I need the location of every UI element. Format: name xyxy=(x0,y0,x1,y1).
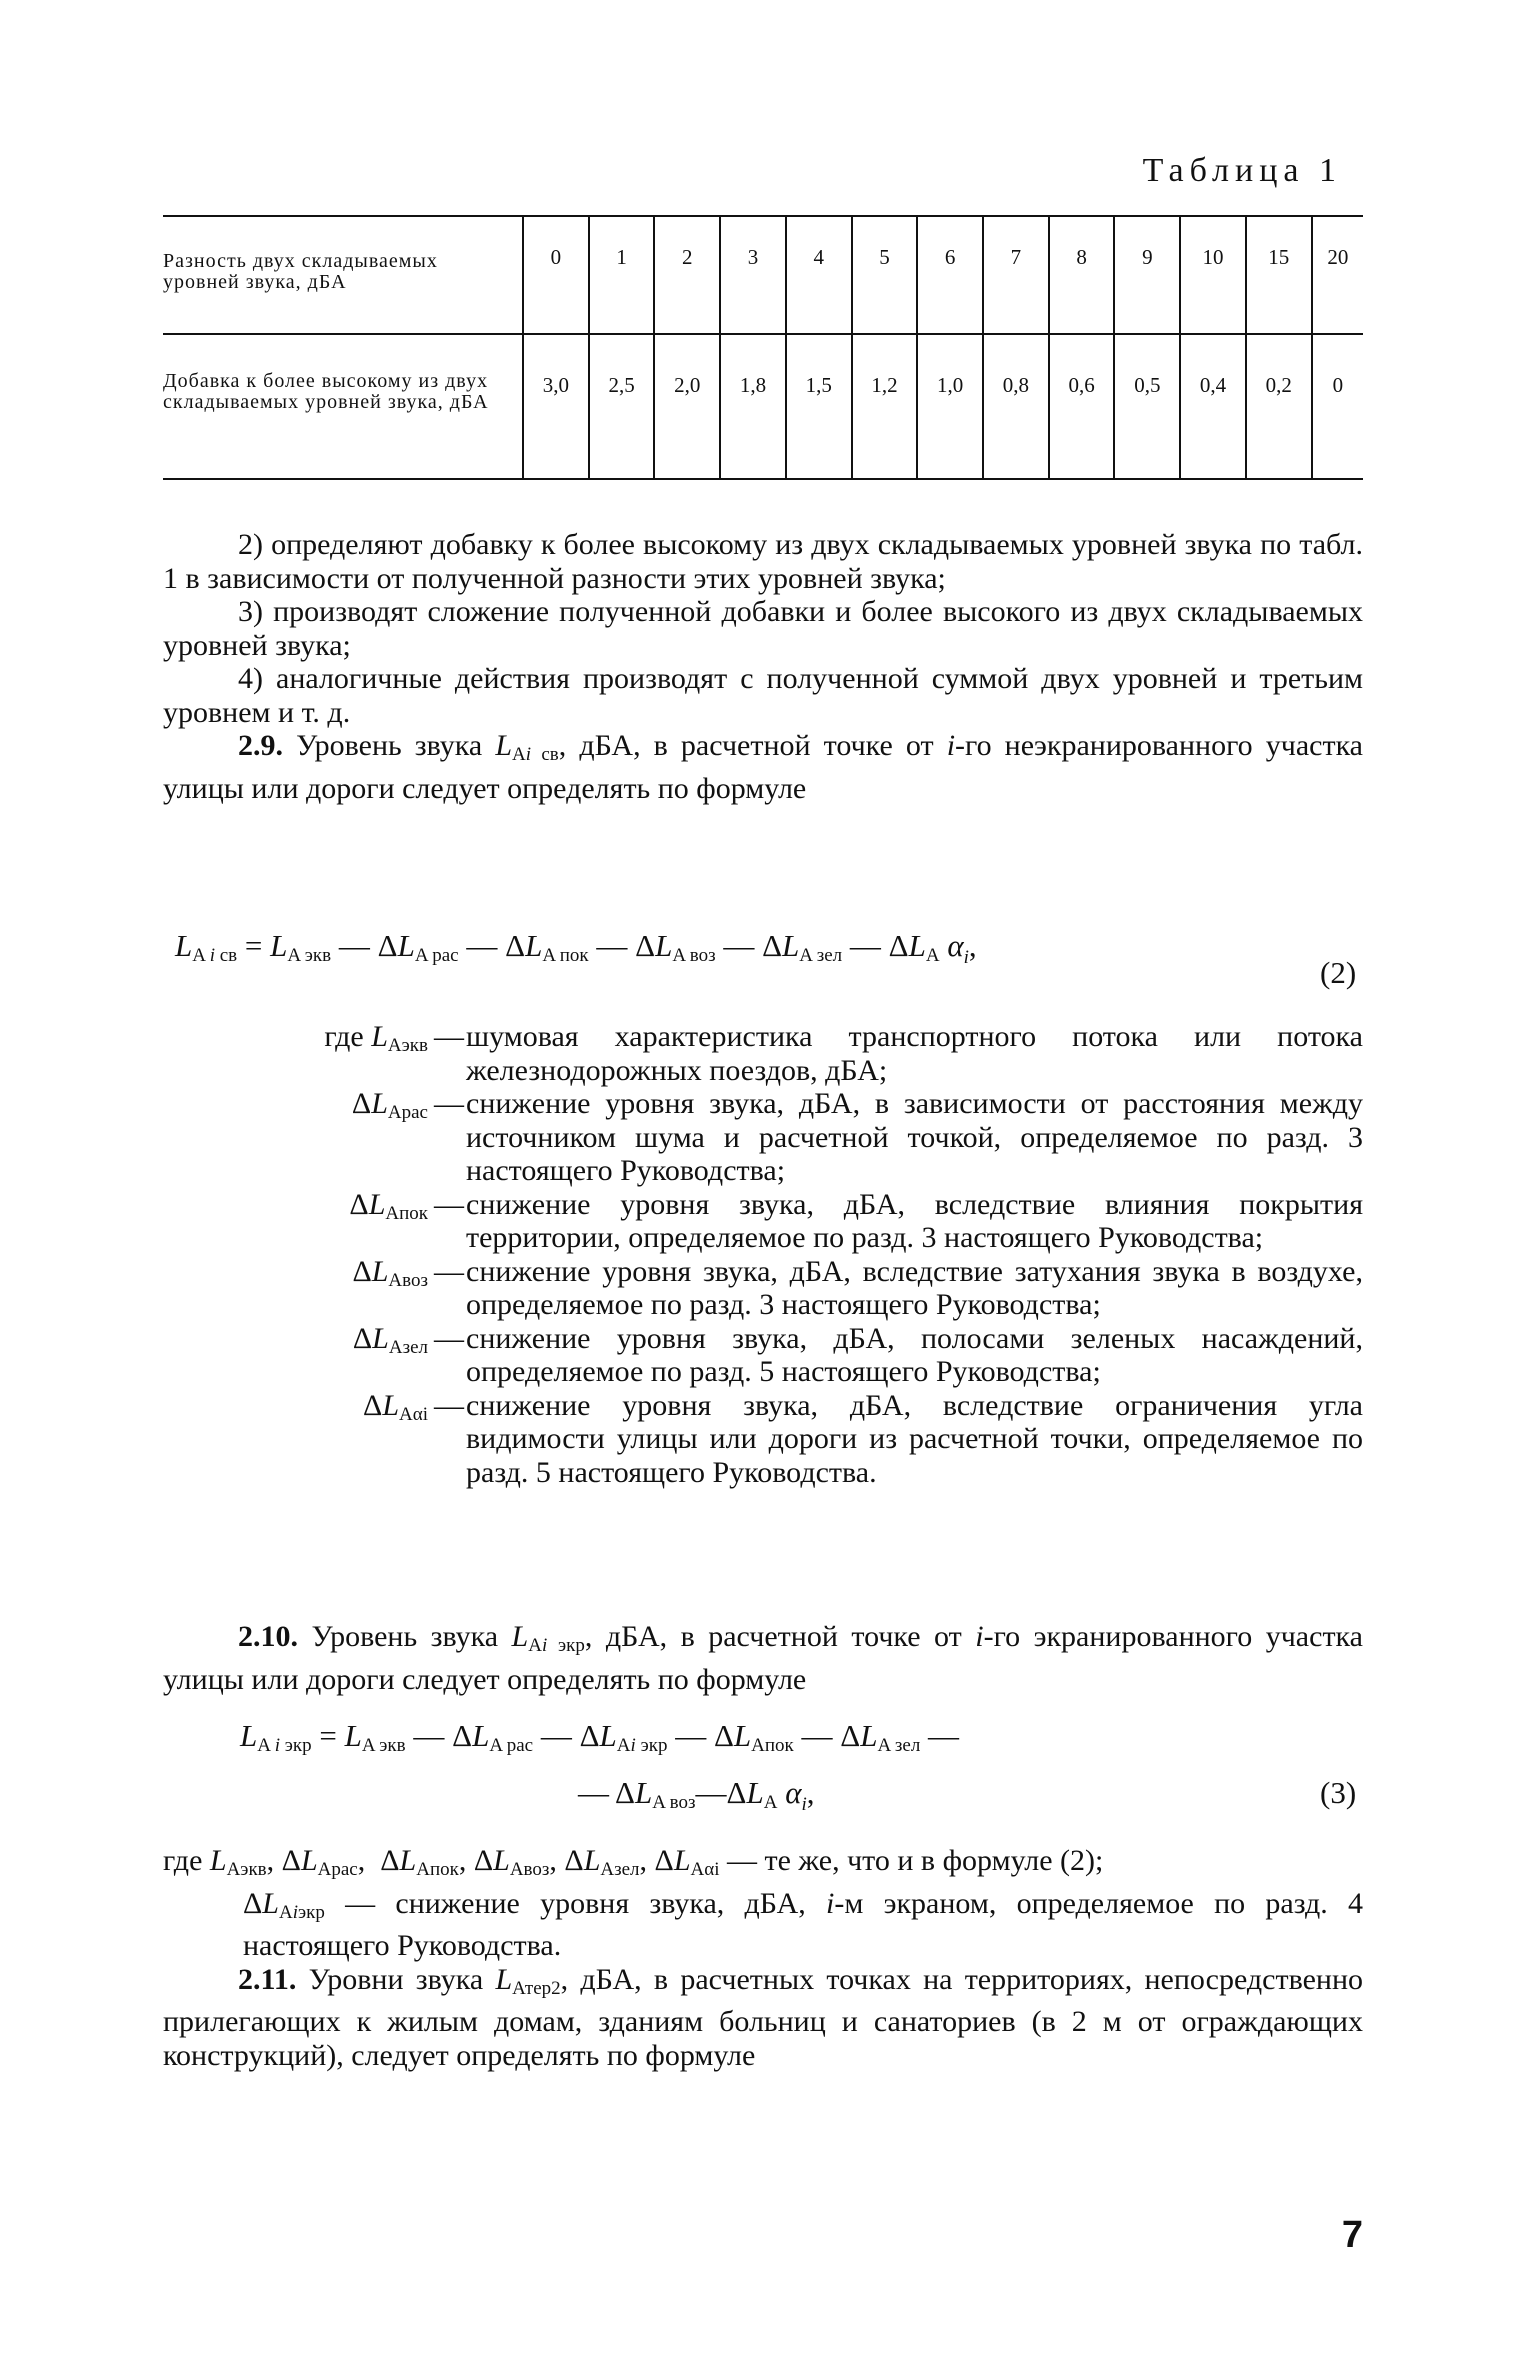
addition-cell: 0 xyxy=(1312,334,1363,479)
difference-cell: 6 xyxy=(917,216,983,334)
where-word: где xyxy=(324,1020,364,1053)
row-label-difference: Разность двух складываемых уровней звука, дБА xyxy=(163,250,438,293)
definition-item: $\Delta L_{Арас}$ — снижение уровня звука, дБА, в зависимости от расстояния между источником шума и расчетной точкой, определяемое по разд. 3 настоящего Руководства; xyxy=(351,1087,1363,1187)
addition-cell: 0,5 xyxy=(1114,334,1180,479)
addition-cell: 2,5 xyxy=(589,334,655,479)
addition-cell: 0,6 xyxy=(1049,334,1115,479)
page-number: 7 xyxy=(1341,2214,1363,2256)
difference-cell: 4 xyxy=(786,216,852,334)
section-2-10: 2.10. Уровень звука $L_{Ai экр}$, дБА, в расчетной точке от i-го экранированного участка улицы или дороги следует определять по формуле xyxy=(163,1620,1363,1696)
section-2-11: 2.11. Уровни звука $L_{Атер2}$, дБА, в расчетных точках на территориях, непосредственно прилегающих к жилым домам, зданиям больниц и санаториев (в 2 м от ограждающих конструкций), следует определять по формуле xyxy=(163,1962,1364,2072)
difference-cell: 5 xyxy=(852,216,918,334)
difference-cell: 8 xyxy=(1049,216,1115,334)
addition-cell: 0,4 xyxy=(1180,334,1246,479)
difference-cell: 2 xyxy=(654,216,720,334)
difference-cell: 15 xyxy=(1246,216,1312,334)
steps-block xyxy=(163,528,1363,805)
definition-item: где $L_{Аэкв}$ — шумовая характеристика транспортного потока или потока железнодорожных поездов, дБА; xyxy=(324,1020,1363,1087)
definition-item: $\Delta L_{Азел}$ — снижение уровня звука, дБА, полосами зеленых насаждений, определяемое по разд. 5 настоящего Руководства; xyxy=(352,1321,1363,1388)
formula-3-line-2: — $\Delta L_{A воз}—\Delta L_A$ $\alpha_i$, xyxy=(578,1775,815,1816)
difference-cell: 7 xyxy=(983,216,1049,334)
definitions-formula-2 xyxy=(163,1020,1363,1489)
section-2-10-number: 2.10. xyxy=(238,1620,298,1653)
addition-cell: 1,8 xyxy=(720,334,786,479)
addition-cell: 1,0 xyxy=(917,334,983,479)
difference-cell: 3 xyxy=(720,216,786,334)
addition-cell: 1,2 xyxy=(852,334,918,479)
addition-cell: 3,0 xyxy=(523,334,589,479)
definitions-formula-3: где $L_{Аэкв}$, $\Delta L_{Арас}$, $\Delta L_{Апок}$, $\Delta L_{Авоз}$, $\Delta L_{Азел}$, $\Delta L_{А\alpha i}$ — те же, что и в формуле (2); $\Delta L_{Аiэкр}$ — снижение уровня звука, дБА, i-м экраном, определяемое по разд. 4 настоящего Руководства. 2.11. Уровни звука $L_{Атер2}$, дБА, в расчетных точках на территориях, непосредственно прилегающих к жилым домам, зданиям больниц и санаториев (в 2 м от ограждающих конструкций), следует определять по формуле xyxy=(163,1844,1364,2072)
difference-cell: 10 xyxy=(1180,216,1246,334)
addition-cell: 0,2 xyxy=(1246,334,1312,479)
section-2-9-text-b: , дБА, в расчетной точке от xyxy=(558,729,934,762)
definition-item: $\Delta L_{А\alpha i}$ — снижение уровня звука, дБА, вследствие ограничения угла видимости улицы или дороги из расчетной точки, определяемое по разд. 5 настоящего Руководства. xyxy=(363,1388,1363,1489)
formula-2: $L_{A i св} = L_{A экв}$ — $\Delta L_{A рас}$ — $\Delta L_{A пок}$ — $\Delta L_{A воз}$ — $\Delta L_{A зел}$ — $\Delta L_A$ $\alpha_i$, xyxy=(175,928,977,969)
addition-cell: 0,8 xyxy=(983,334,1049,479)
row-label-addition: Добавка к более высокому из двух складываемых уровней звука, дБА xyxy=(163,334,523,479)
section-2-9: 2.9. Уровень звука $L_{Ai св}$, дБА, в расчетной точке от i-го неэкранированного участка улицы или дороги следует определять по формуле xyxy=(163,729,1363,805)
formula-3-line-1: $L_{A i экр} = L_{A экв}$ — $\Delta L_{A рас}$ — $\Delta L_{Ai экр}$ — $\Delta L_{Aпок}$ — $\Delta L_{A зел}$ — xyxy=(240,1718,960,1756)
step-4: 4) аналогичные действия производят с полученной суммой двух уровней и третьим уровнем и т. д. xyxy=(163,662,1363,729)
step-3: 3) производят сложение полученной добавки и более высокого из двух складываемых уровней звука; xyxy=(163,595,1363,662)
addition-cell: 1,5 xyxy=(786,334,852,479)
addition-cell: 2,0 xyxy=(654,334,720,479)
definition-item: $\Delta L_{Апок}$ — снижение уровня звука, дБА, вследствие влияния покрытия территории, определяемое по разд. 3 настоящего Руководства; xyxy=(349,1187,1363,1254)
difference-cell: 20 xyxy=(1312,216,1363,334)
formula-3-number: (3) xyxy=(1320,1775,1357,1810)
step-2: 2) определяют добавку к более высокому из двух складываемых уровней звука по табл. 1 в зависимости от полученной разности этих уровней звука; xyxy=(163,528,1363,595)
table-caption: Таблица 1 xyxy=(1142,152,1342,189)
difference-cell: 1 xyxy=(589,216,655,334)
difference-cell: 0 xyxy=(523,216,589,334)
section-2-9-number: 2.9. xyxy=(238,729,283,762)
section-2-9-text-c: -го неэкранированного участка улицы или дороги следует определять по формуле xyxy=(163,729,1363,805)
section-2-9-text-a: Уровень звука xyxy=(296,729,483,762)
difference-cell: 9 xyxy=(1114,216,1180,334)
sound-addition-table xyxy=(163,215,1363,480)
formula-2-number: (2) xyxy=(1320,955,1357,990)
section-2-11-number: 2.11. xyxy=(238,1962,297,1996)
definition-item: $\Delta L_{Авоз}$ — снижение уровня звука, дБА, вследствие затухания звука в воздухе, определяемое по разд. 3 настоящего Руководства; xyxy=(352,1254,1363,1321)
